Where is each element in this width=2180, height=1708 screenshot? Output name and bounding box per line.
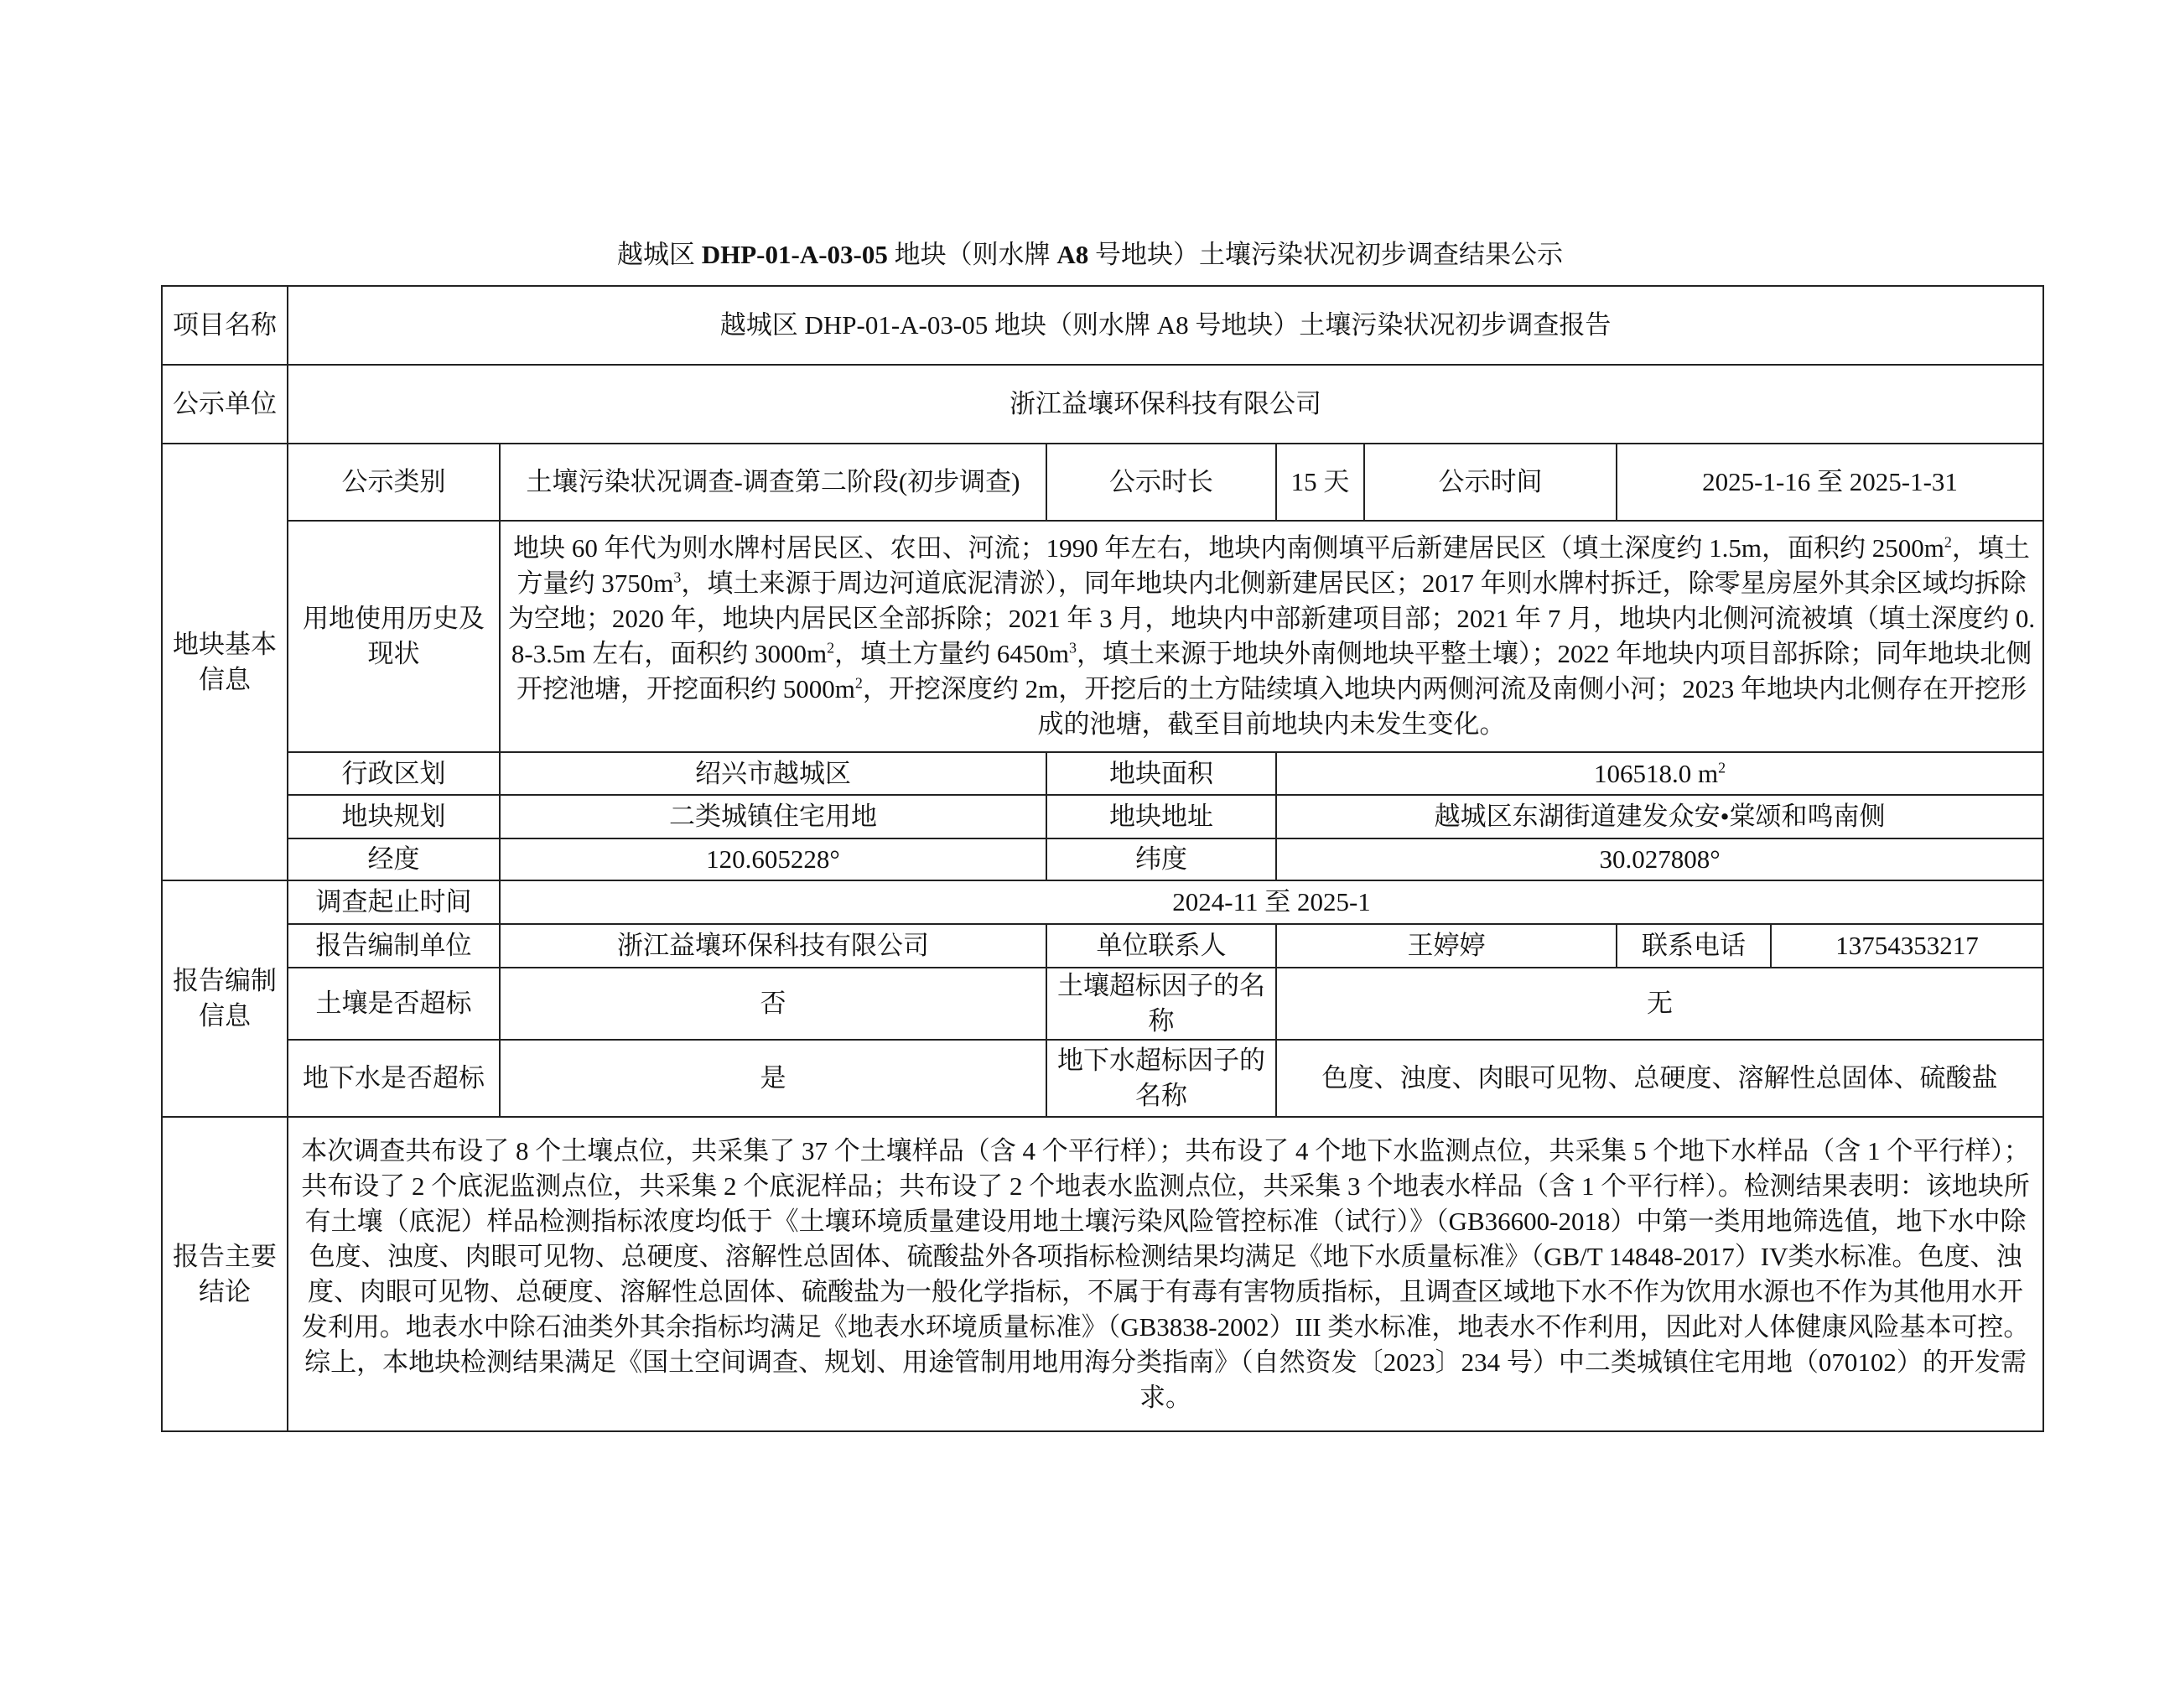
duration-value: 15 天 <box>1276 444 1364 521</box>
phone-value: 13754353217 <box>1771 924 2043 968</box>
soil-factor-value: 无 <box>1276 968 2043 1040</box>
row-history <box>162 521 2043 752</box>
org-label: 报告编制单位 <box>288 924 500 968</box>
row-soil-exceed <box>162 968 2043 1040</box>
soil-factor-label: 土壤超标因子的名称 <box>1046 968 1276 1040</box>
longitude-label: 经度 <box>288 838 500 880</box>
area-label: 地块面积 <box>1046 752 1276 795</box>
history-text: 地块 60 年代为则水牌村居民区、农田、河流；1990 年左右，地块内南侧填平后新建居民区（填土深度约 1.5m，面积约 $2500m^2$，填土方量约 $3750m^3$，填土来源于周边河道底泥清淤），同年地块内北侧新建居民区；2017 年则水牌村拆迁，除零星房屋外其余区域均拆除为空地；2020 年，地块内居民区全部拆除；2021 年 3 月，地块内中部新建项目部；2021 年 7 月，地块内北侧河流被填（填土深度约 0.8-3.5m 左右，面积约 $3000m^2$，填土方量约 $6450m^3$，填土来源于地块外南侧地块平整土壤）；2022 年地块内项目部拆除；同年地块北侧开挖池塘，开挖面积约 $5000m^2$，开挖深度约 2m，开挖后的土方陆续填入地块内两侧河流及南侧小河；2023 年地块内北侧存在开挖形成的池塘，截至目前地块内未发生变化。 <box>500 521 2043 752</box>
row-planning <box>162 795 2043 838</box>
gw-exceed-value: 是 <box>500 1040 1046 1117</box>
address-label: 地块地址 <box>1046 795 1276 838</box>
soil-exceed-value: 否 <box>500 968 1046 1040</box>
row-groundwater-exceed <box>162 1040 2043 1117</box>
row-survey-time <box>162 880 2043 924</box>
contact-value: 王婷婷 <box>1276 924 1617 968</box>
row-category <box>162 444 2043 521</box>
survey-time-label: 调查起止时间 <box>288 880 500 924</box>
disclosure-table <box>161 285 2044 1432</box>
longitude-value: 120.605228° <box>500 838 1046 880</box>
history-label: 用地使用历史及现状 <box>288 521 500 752</box>
row-conclusion <box>162 1117 2043 1431</box>
address-value: 越城区东湖街道建发众安•棠颂和鸣南侧 <box>1276 795 2043 838</box>
row-district <box>162 752 2043 795</box>
district-value: 绍兴市越城区 <box>500 752 1046 795</box>
project-label: 项目名称 <box>162 286 288 365</box>
row-coordinates <box>162 838 2043 880</box>
row-project <box>162 286 2043 365</box>
publisher-value: 浙江益壤环保科技有限公司 <box>288 365 2043 444</box>
row-publisher <box>162 365 2043 444</box>
survey-time-value: 2024-11 至 2025-1 <box>500 880 2043 924</box>
duration-label: 公示时长 <box>1046 444 1276 521</box>
org-value: 浙江益壤环保科技有限公司 <box>500 924 1046 968</box>
period-value: 2025-1-16 至 2025-1-31 <box>1617 444 2043 521</box>
gw-factor-label: 地下水超标因子的名称 <box>1046 1040 1276 1117</box>
report-info-label: 报告编制信息 <box>162 880 288 1117</box>
period-label: 公示时间 <box>1364 444 1617 521</box>
category-value: 土壤污染状况调查-调查第二阶段(初步调查) <box>500 444 1046 521</box>
area-value: 106518.0 $m^2$ <box>1276 752 2043 795</box>
gw-factor-value: 色度、浊度、肉眼可见物、总硬度、溶解性总固体、硫酸盐 <box>1276 1040 2043 1117</box>
latitude-label: 纬度 <box>1046 838 1276 880</box>
gw-exceed-label: 地下水是否超标 <box>288 1040 500 1117</box>
soil-exceed-label: 土壤是否超标 <box>288 968 500 1040</box>
page-title: 越城区 DHP-01-A-03-05 地块（则水牌 A8 号地块）土壤污染状况初步调查结果公示 <box>616 240 1563 269</box>
site-info-label: 地块基本信息 <box>162 444 288 880</box>
project-value: 越城区 DHP-01-A-03-05 地块（则水牌 A8 号地块）土壤污染状况初步调查报告 <box>288 286 2043 365</box>
district-label: 行政区划 <box>288 752 500 795</box>
row-org <box>162 924 2043 968</box>
planning-value: 二类城镇住宅用地 <box>500 795 1046 838</box>
planning-label: 地块规划 <box>288 795 500 838</box>
contact-label: 单位联系人 <box>1046 924 1276 968</box>
conclusion-label: 报告主要结论 <box>162 1117 288 1431</box>
category-label: 公示类别 <box>288 444 500 521</box>
conclusion-text: 本次调查共布设了 8 个土壤点位，共采集了 37 个土壤样品（含 4 个平行样）；共布设了 4 个地下水监测点位，共采集 5 个地下水样品（含 1 个平行样）；共布设了 2 个底泥监测点位，共采集 2 个底泥样品；共布设了 2 个地表水监测点位，共采集 3 个地表水样品（含 1 个平行样）。检测结果表明：该地块所有土壤（底泥）样品检测指标浓度均低于《土壤环境质量建设用地土壤污染风险管控标准（试行）》（GB36600-2018）中第一类用地筛选值，地下水中除色度、浊度、肉眼可见物、总硬度、溶解性总固体、硫酸盐外各项指标检测结果均满足《地下水质量标准》（GB/T 14848-2017）IV类水标准。色度、浊度、肉眼可见物、总硬度、溶解性总固体、硫酸盐为一般化学指标，不属于有毒有害物质指标，且调查区域地下水不作为饮用水源也不作为其他用水开发利用。地表水中除石油类外其余指标均满足《地表水环境质量标准》（GB3838-2002）III 类水标准，地表水不作利用，因此对人体健康风险基本可控。综上，本地块检测结果满足《国土空间调查、规划、用途管制用地用海分类指南》（自然资发〔2023〕234 号）中二类城镇住宅用地（070102）的开发需求。 <box>288 1117 2043 1431</box>
latitude-value: 30.027808° <box>1276 838 2043 880</box>
publisher-label: 公示单位 <box>162 365 288 444</box>
phone-label: 联系电话 <box>1617 924 1771 968</box>
